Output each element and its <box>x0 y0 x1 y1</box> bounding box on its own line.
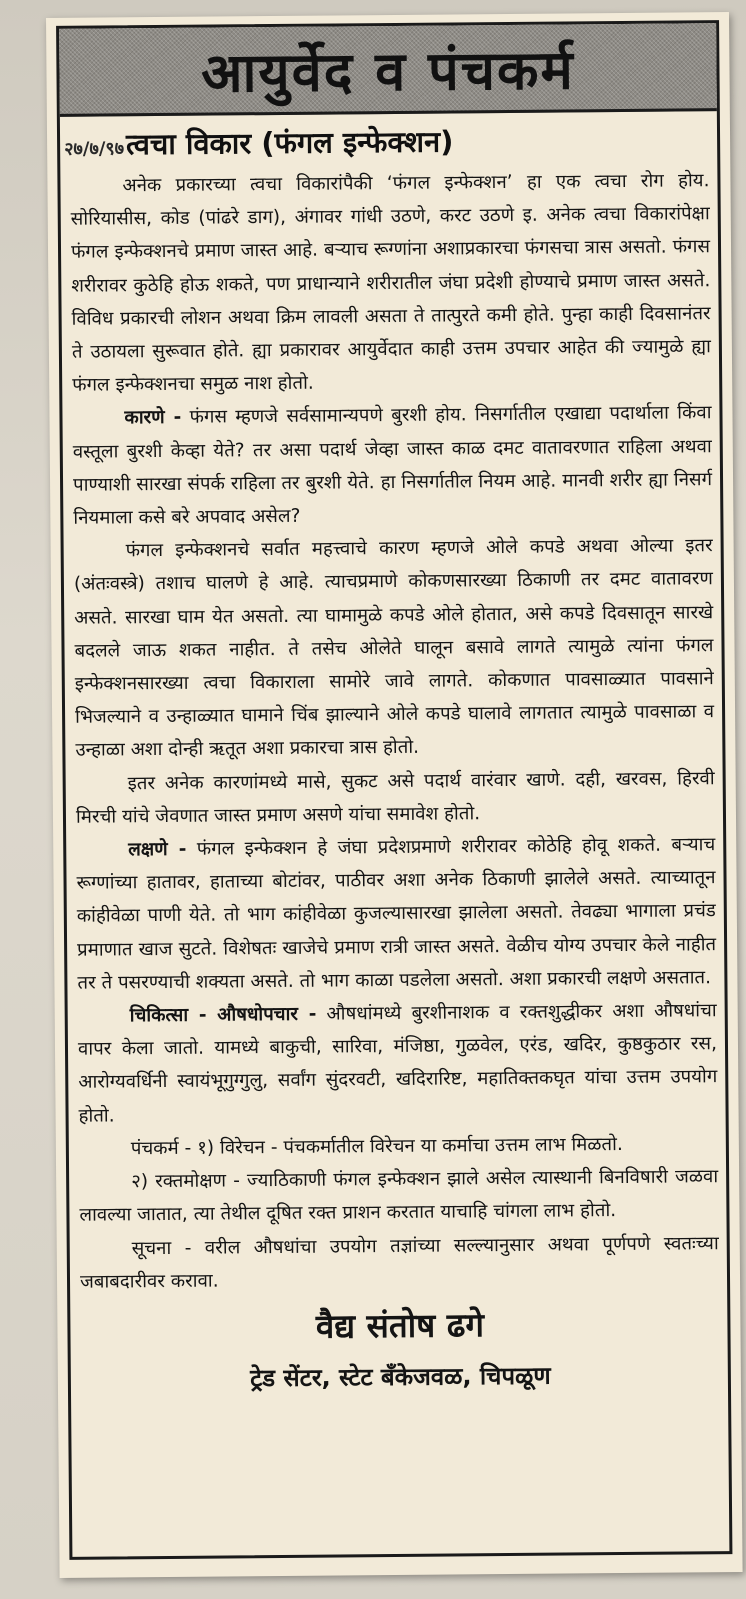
column-title: आयुर्वेद व पंचकर्म <box>200 37 576 105</box>
food-cause-paragraph: इतर अनेक कारणांमध्ये मासे, सुकट असे पदार्थ वारंवार खाणे. दही, खरवस, हिरवी मिरची यांचे जेवणात जास्त प्रमाण असणे यांचा समावेश होतो. <box>75 767 715 828</box>
causes-text: फंगस म्हणजे सर्वसामान्यपणे बुरशी होय. निसर्गातील एखाद्या पदार्थाला किंवा वस्तूला बुरशी केव्हा येते? तर असा पदार्थ जेव्हा जास्त काळ दमट वातावरणात राहिला अथवा पाण्याशी सारखा संपर्क राहिला तर बुरशी येते. हा निसर्गातील नियम आहे. मानवी शरीर ह्या निसर्ग नियमाला कसे बरे अपवाद असेल? <box>72 402 713 529</box>
raktamokshan-paragraph: २) रक्तमोक्षण - ज्याठिकाणी फंगल इन्फेक्शन झाले असेल त्यास्थानी बिनविषारी जळवा लावल्या जातात, त्या तेथील दूषित रक्त प्राशन करतात याचाहि चांगला लाभ होतो. <box>79 1166 719 1227</box>
article-body <box>60 162 728 1397</box>
note-paragraph: सूचना - वरील औषधांचा उपयोग तज्ञांच्या सल्ल्यानुसार अथवा पूर्णपणे स्वतःच्या जबाबदारीवर करावा. <box>79 1232 719 1293</box>
author-address: ट्रेड सेंटर, स्टेट बँकेजवळ, चिपळूण <box>250 1361 551 1393</box>
article-headline: त्वचा विकार (फंगल इन्फेक्शन) <box>125 124 454 162</box>
headline-row <box>60 111 717 168</box>
handwritten-date: २७/७/९७ <box>64 138 125 160</box>
symptoms-paragraph <box>76 828 716 1000</box>
panchakarma-paragraph: पंचकर्म - १) विरेचन - पंचकर्मातील विरेचन या कर्माचा उत्तम लाभ मिळतो. <box>130 1133 623 1160</box>
author-name: वैद्य संतोष ढगे <box>315 1305 485 1346</box>
treatment-paragraph <box>78 994 718 1132</box>
column-masthead <box>59 23 717 117</box>
newspaper-clipping <box>46 12 743 1578</box>
symptoms-text: फंगल इन्फेक्शन हे जंघा प्रदेशप्रमाणे शरीरावर कोठेहि होवू शकते. बऱ्याच रूग्णांच्या हातावर, हाताच्या बोटांवर, पाठीवर अशा अनेक ठिकाणी झालेले असते. त्याच्यातून कांहीवेळा पाणी येते. तो भाग कांहीवेळा कुजल्यासारखा झालेला असतो. तेवढ्या भागाला प्रचंड प्रमाणात खाज सुटते. विशेषतः खाजेचे प्रमाण रात्री जास्त असते. वेळीच योग्य उपचार केले नाहीत तर ते पसरण्याची शक्यता असते. तो भाग काळा पडलेला असतो. अशा प्रकारची लक्षणे असतात. <box>76 834 717 994</box>
treatment-label: चिकित्सा - औषधोपचार - <box>129 1003 317 1027</box>
causes-paragraph <box>72 397 712 535</box>
causes-label: कारणे - <box>124 407 182 429</box>
treatment-text: औषधांमध्ये बुरशीनाशक व रक्तशुद्धीकर अशा औषधांचा वापर केला जातो. यामध्ये बाकुची, सारिवा, मंजिष्ठा, गुळवेल, एरंड, खदिर, कुष्ठकुठार रस, आरोग्यवर्धिनी स्वायंभूगुग्गुलु, सर्वांग सुंदरवटी, खदिरारिष्ट, महातिक्तकघृत यांचा उत्तम उपयोग होतो. <box>77 1000 718 1127</box>
intro-paragraph: अनेक प्रकारच्या त्वचा विकारांपैकी ‘फंगल इन्फेक्शन’ हा एक त्वचा रोग होय. सोरियासीस, कोड (पांढरे डाग), अंगावर गांधी उठणे, करट उठणे इ. अनेक त्वचा विकारांपेक्षा फंगल इन्फेक्शनचे प्रमाण जास्त आहे. बऱ्याच रूग्णांना अशाप्रकारचा फंगसचा त्रास असतो. फंगस शरीरावर कुठेहि होऊ शकते, पण प्राधान्याने शरीरातील जंघा प्रदेशी होण्याचे प्रमाण जास्त असते. विविध प्रकारची लोशन अथवा क्रिम लावली असता ते तात्पुरते कमी होते. पुन्हा काही दिवसानंतर ते उठायला सुरूवात होते. ह्या प्रकारावर आयुर्वेदात काही उत्तम उपचार आहेत की ज्यामुळे ह्या फंगल इन्फेक्शनचा समुळ नाश होतो. <box>70 170 711 397</box>
article-frame <box>56 20 732 1560</box>
symptoms-label: लक्षणे - <box>128 838 187 861</box>
main-cause-paragraph: फंगल इन्फेक्शनचे सर्वात महत्त्वाचे कारण म्हणजे ओले कपडे अथवा ओल्या इतर (अंतःवस्त्रे) तशाच घालणे हे आहे. त्याचप्रमाणे कोकणसारख्या ठिकाणी तर दमट वातावरण असते. सारखा घाम येत असतो. त्या घामामुळे कपडे ओले होतात, असे कपडे दिवसातून सारखे बदलले जाऊ शकत नाहीत. ते तसेच ओलेते घालून बसावे लागते त्यामुळे त्यांना फंगल इन्फेक्शनसारख्या त्वचा विकाराला सामोरे जावे लागते. कोकणात पावसाळ्यात पावसाने भिजल्याने व उन्हाळ्यात घामाने चिंब झाल्याने ओले कपडे घालावे लागतात त्यामुळे पावसाळा व उन्हाळा अशा दोन्ही ऋतूत अशा प्रकारचा त्रास होतो. <box>73 535 715 762</box>
